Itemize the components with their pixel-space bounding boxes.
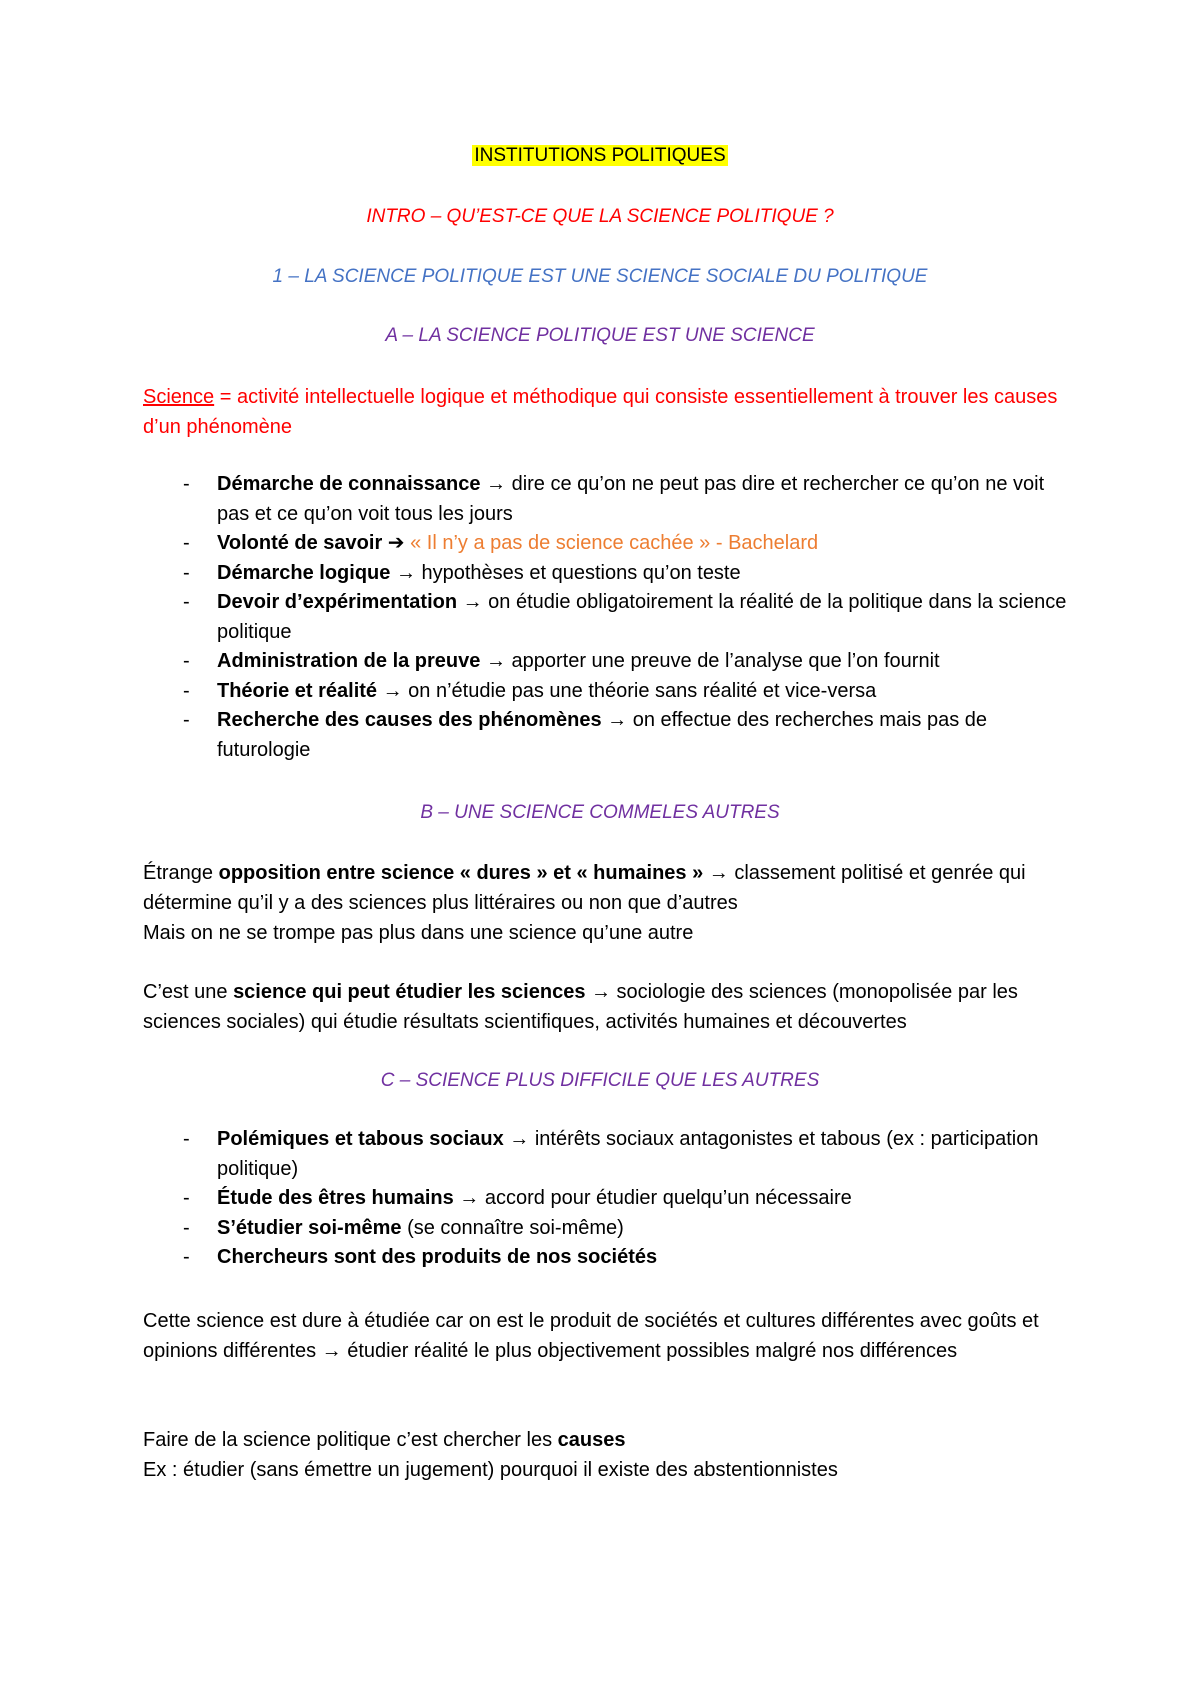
bachelard-quote: « Il n’y a pas de science cachée » - Bachelard (410, 532, 819, 554)
bullet-text: → dire ce qu’on ne peut pas dire et rechercher ce qu’on ne voit pas et ce qu’on voit tous les jours (217, 473, 1045, 525)
list-item (143, 559, 1073, 589)
paragraph-line: Ex : étudier (sans émettre un jugement) pourquoi il existe des abstentionnistes (143, 1459, 838, 1481)
bullet-text: → intérêts sociaux antagonistes et tabous (ex : participation politique) (217, 1128, 1039, 1180)
bullet-term: Polémiques et tabous sociaux (217, 1128, 504, 1150)
document-title-text: INSTITUTIONS POLITIQUES (474, 145, 726, 166)
paragraph-text: Faire de la science politique c’est chercher les (143, 1429, 558, 1451)
list-item (143, 588, 1073, 647)
list-item (143, 1125, 1073, 1184)
bullet-marker: - (183, 1246, 190, 1268)
bullet-term: Recherche des causes des phénomènes (217, 709, 602, 731)
list-item (143, 470, 1073, 529)
bullet-term: Étude des êtres humains (217, 1187, 454, 1209)
list-item (143, 1243, 1073, 1273)
section-a-heading: A – LA SCIENCE POLITIQUE EST UNE SCIENCE (385, 325, 815, 346)
section-c-heading: C – SCIENCE PLUS DIFFICILE QUE LES AUTRES (380, 1070, 820, 1091)
bullet-text: → on effectue des recherches mais pas de futurologie (217, 709, 988, 761)
science-definition (143, 382, 1073, 442)
list-item (143, 706, 1073, 765)
bullet-marker: - (183, 650, 190, 672)
bullet-text: (se connaître soi-même) (401, 1216, 624, 1239)
bullet-term: Chercheurs sont des produits de nos sociétés (217, 1246, 658, 1268)
bullet-term: Théorie et réalité (217, 679, 378, 702)
section-b-heading: B – UNE SCIENCE COMMELES AUTRES (420, 802, 780, 823)
list-item (143, 529, 1073, 559)
section-a-bullet-list (143, 470, 1073, 765)
bullet-marker: - (183, 1128, 190, 1150)
intro-heading: INTRO – QU’EST-CE QUE LA SCIENCE POLITIQUE ? (366, 206, 834, 227)
bullet-term: Administration de la preuve (217, 650, 481, 672)
bullet-term: S’étudier soi-même (217, 1216, 402, 1239)
bullet-text: ➔ (382, 532, 411, 554)
paragraph-bold: science qui peut étudier les sciences (233, 981, 586, 1003)
bullet-marker: - (183, 532, 190, 554)
bullet-text: → hypothèses et questions qu’on teste (390, 561, 741, 584)
bullet-term: Démarche logique (217, 561, 391, 584)
bullet-text: → apporter une preuve de l’analyse que l’on fournit (480, 650, 940, 672)
paragraph-text: → classement politisé et genrée qui détermine qu’il y a des sciences plus littéraires ou non que d’autres (143, 862, 1026, 914)
definition-term: Science (143, 386, 215, 408)
bullet-marker: - (183, 473, 190, 495)
bullet-marker: - (183, 1187, 190, 1209)
paragraph-text: Étrange (143, 862, 219, 884)
list-item (143, 677, 1073, 707)
paragraph-bold: causes (557, 1429, 626, 1451)
section-b-paragraph-1 (143, 858, 1073, 948)
bullet-marker: - (183, 561, 190, 584)
bullet-text: → accord pour étudier quelqu’un nécessaire (453, 1187, 852, 1209)
bullet-marker: - (183, 591, 190, 613)
bullet-marker: - (183, 709, 190, 731)
list-item (143, 1184, 1073, 1214)
bullet-term: Volonté de savoir (217, 532, 383, 554)
bullet-term: Démarche de connaissance (217, 473, 481, 495)
list-item (143, 647, 1073, 677)
paragraph-line: Mais on ne se trompe pas plus dans une science qu’une autre (143, 922, 694, 944)
bullet-text: → on étudie obligatoirement la réalité de la politique dans la science politique (217, 591, 1067, 643)
bullet-marker: - (183, 1216, 190, 1239)
list-item (143, 1214, 1073, 1244)
section-c-bullet-list (143, 1125, 1073, 1273)
paragraph-bold: opposition entre science « dures » et « humaines » (218, 862, 704, 884)
definition-text: = activité intellectuelle logique et méthodique qui consiste essentiellement à trouver les causes d’un phénomène (143, 386, 1058, 438)
paragraph-text: → sociologie des sciences (monopolisée par les sciences sociales) qui étudie résultats scientifiques, activités humaines et découvertes (143, 981, 1018, 1033)
bullet-text: → on n’étudie pas une théorie sans réalité et vice-versa (377, 679, 877, 702)
bullet-marker: - (183, 679, 190, 702)
section-c-paragraph-1: Cette science est dure à étudiée car on est le produit de sociétés et cultures différentes avec goûts et opinions différentes → étudier réalité le plus objectivement possibles malgré nos différences (143, 1310, 1039, 1362)
paragraph-text: C’est une (143, 981, 234, 1003)
section-b-paragraph-2 (143, 977, 1073, 1037)
bullet-term: Devoir d’expérimentation (217, 591, 458, 613)
document-title (0, 143, 1200, 169)
part1-heading: 1 – LA SCIENCE POLITIQUE EST UNE SCIENCE SOCIALE DU POLITIQUE (272, 266, 928, 287)
section-c-paragraph-2 (143, 1425, 1073, 1485)
